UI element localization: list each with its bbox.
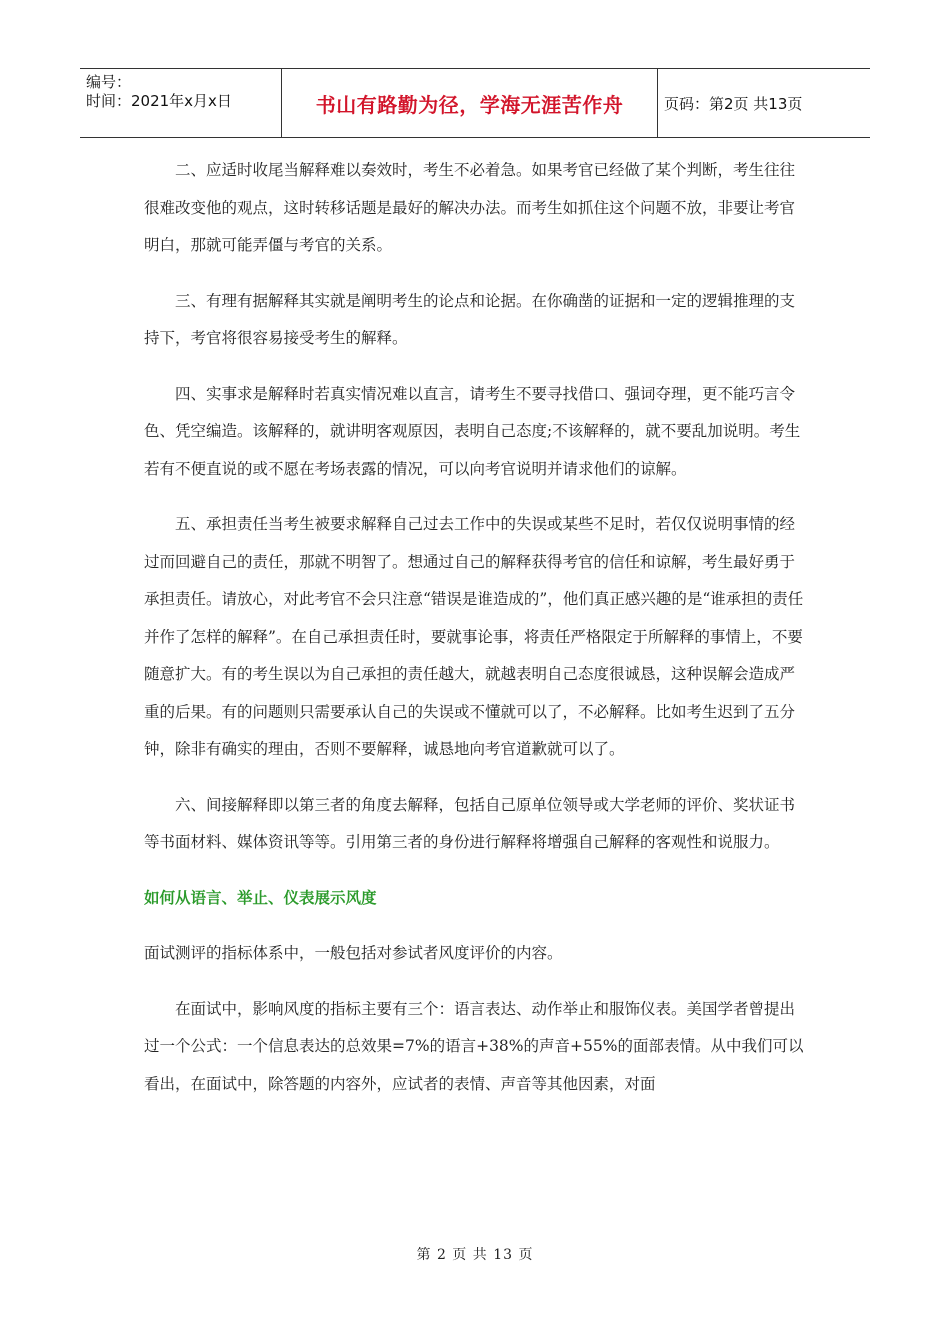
paragraph-formula: 在面试中，影响风度的指标主要有三个：语言表达、动作举止和服饰仪表。美国学者曾提出过一个公式：一个信息表达的总效果=7%的语言+38%的声音+55%的面部表情。从中我们可以看出，在面试中，除答题的内容外，应试者的表情、声音等其他因素，对面	[144, 999, 804, 1093]
paragraph-intro: 面试测评的指标体系中，一般包括对参试者风度评价的内容。	[144, 944, 563, 962]
document-number-label: 编号：	[86, 73, 132, 91]
paragraph-four: 四、实事求是解释时若真实情况难以直言，请考生不要寻找借口、强词夺理，更不能巧言令色、凭空编造。该解释的，就讲明客观原因，表明自己态度;不该解释的，就不要乱加说明。考生若有不便直说的或不愿在考场表露的情况，可以向考官说明并请求他们的谅解。	[144, 384, 801, 478]
paragraph-two: 二、应适时收尾当解释难以奏效时，考生不必着急。如果考官已经做了某个判断，考生往往很难改变他的观点，这时转移话题是最好的解决办法。而考生如抓住这个问题不放，非要让考官明白，那就可能弄僵与考官的关系。	[144, 161, 796, 254]
header-page-info: 页码：第2页 共13页	[664, 94, 803, 113]
document-body	[144, 152, 804, 1121]
paragraph-six: 六、间接解释即以第三者的角度去解释，包括自己原单位领导或大学老师的评价、奖状证书等书面材料、媒体资讯等等。引用第三者的身份进行解释将增强自己解释的客观性和说服力。	[144, 795, 796, 851]
header-motto: 书山有路勤为径，学海无涯苦作舟	[282, 69, 658, 137]
page-footer: 第 2 页 共 13 页	[416, 1247, 534, 1263]
paragraph-five: 五、承担责任当考生被要求解释自己过去工作中的失误或某些不足时，若仅仅说明事情的经过而回避自己的责任，那就不明智了。想通过自己的解释获得考官的信任和谅解，考生最好勇于承担责任。请放心，对此考官不会只注意“错误是谁造成的”，他们真正感兴趣的是“谁承担的责任并作了怎样的解释”。在自己承担责任时，要就事论事，将责任严格限定于所解释的事情上，不要随意扩大。有的考生误以为自己承担的责任越大，就越表明自己态度很诚恳，这种误解会造成严重的后果。有的问题则只需要承认自己的失误或不懂就可以了，不必解释。比如考生迟到了五分钟，除非有确实的理由，否则不要解释，诚恳地向考官道歉就可以了。	[144, 515, 804, 758]
header-meta	[80, 69, 282, 137]
section-title: 如何从语言、举止、仪表展示风度	[144, 888, 377, 907]
document-time-label: 时间：2021年x月x日	[86, 92, 232, 110]
page-header	[80, 68, 870, 138]
paragraph-three: 三、有理有据解释其实就是阐明考生的论点和论据。在你确凿的证据和一定的逻辑推理的支持下，考官将很容易接受考生的解释。	[144, 291, 796, 347]
